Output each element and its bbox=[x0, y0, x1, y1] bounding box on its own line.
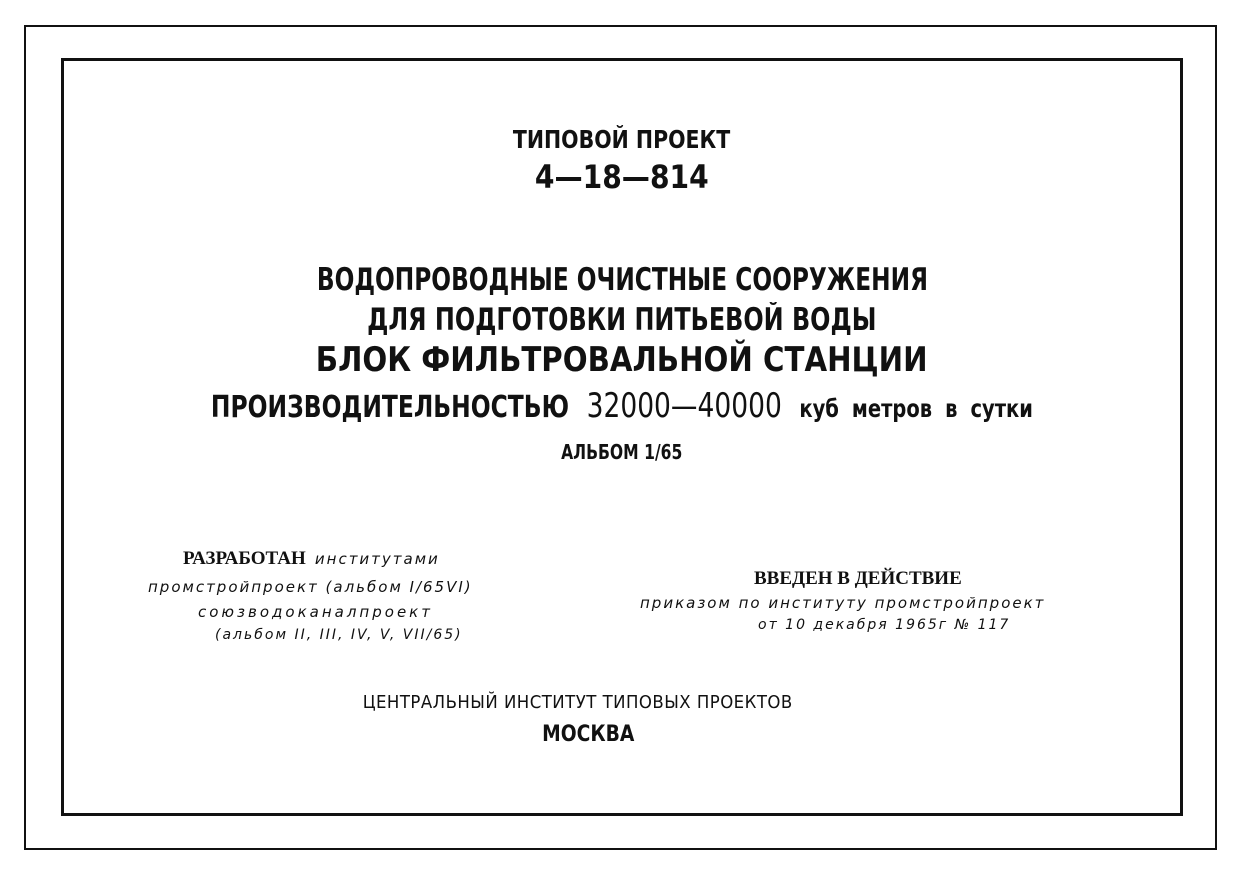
city-line bbox=[0, 722, 1210, 747]
project-number: 4—18—814 bbox=[535, 158, 709, 196]
title-line-1-wrap bbox=[0, 262, 1244, 298]
title-line-4 bbox=[211, 386, 1033, 426]
title-line-2-wrap bbox=[0, 302, 1244, 338]
album-number: АЛЬБОМ 1/65 bbox=[561, 440, 683, 464]
institute-name: ЦЕНТРАЛЬНЫЙ ИНСТИТУТ ТИПОВЫХ ПРОЕКТОВ bbox=[362, 692, 794, 713]
title-line-2: ДЛЯ ПОДГОТОВКИ ПИТЬЕВОЙ ВОДЫ bbox=[367, 302, 877, 338]
project-type-line bbox=[0, 125, 1244, 154]
developer-org-2-albums: (альбом II, III, IV, V, VII/65) bbox=[215, 627, 463, 643]
title-line-1: ВОДОПРОВОДНЫЕ ОЧИСТНЫЕ СООРУЖЕНИЯ bbox=[316, 262, 928, 298]
institute-line bbox=[0, 692, 1200, 713]
developed-heading bbox=[183, 548, 440, 570]
developed-by: институтами bbox=[314, 550, 440, 568]
title-line-4-wrap bbox=[0, 386, 1244, 426]
developed-label: РАЗРАБОТАН bbox=[183, 548, 306, 569]
album-line bbox=[0, 440, 1244, 464]
project-type: ТИПОВОЙ ПРОЕКТ bbox=[513, 125, 731, 154]
city-name: МОСКВА bbox=[541, 722, 635, 747]
capacity-units: куб метров в сутки bbox=[799, 394, 1034, 423]
project-number-line bbox=[0, 158, 1244, 196]
title-line-3: БЛОК ФИЛЬТРОВАЛЬНОЙ СТАНЦИИ bbox=[316, 340, 928, 380]
capacity-prefix: ПРОИЗВОДИТЕЛЬНОСТЬЮ bbox=[210, 390, 570, 425]
introduced-date: от 10 декабря 1965г № 117 bbox=[758, 617, 1011, 633]
capacity-numbers: 32000—40000 bbox=[586, 386, 782, 426]
introduced-label: ВВЕДЕН В ДЕЙСТВИЕ bbox=[754, 568, 962, 589]
developer-org-1: промстройпроект (альбом I/65VI) bbox=[148, 578, 473, 596]
developer-org-2: союзводоканалпроект bbox=[198, 603, 433, 621]
introduced-order: приказом по институту промстройпроект bbox=[640, 594, 1046, 612]
title-line-3-wrap bbox=[0, 340, 1244, 380]
